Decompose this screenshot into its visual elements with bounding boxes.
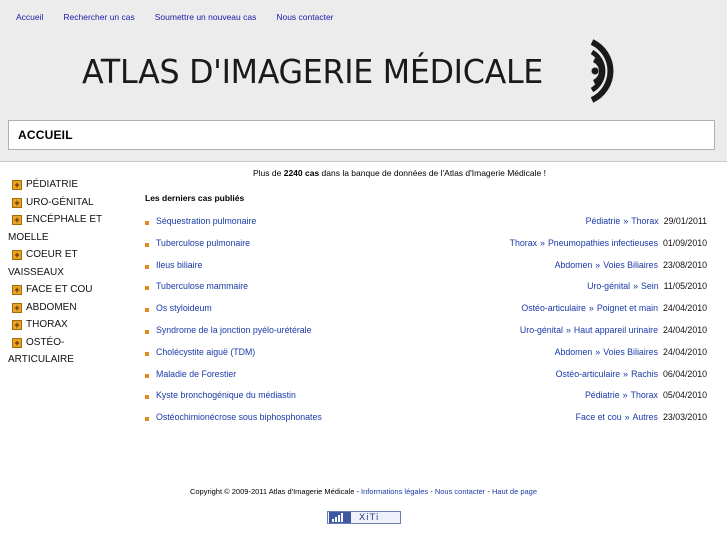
breadcrumb-separator-icon: » [622, 390, 628, 401]
logo-text: ATLAS D'IMAGERIE MÉDICALE [82, 52, 544, 91]
breadcrumb-separator-icon: » [595, 259, 601, 270]
list-item [145, 325, 707, 347]
breadcrumb-separator-icon: » [595, 346, 601, 357]
list-item [145, 347, 707, 369]
category-link[interactable]: Ostéo-articulaire [555, 368, 621, 379]
site-header [0, 0, 727, 162]
subcategory-link[interactable]: Thorax [631, 216, 659, 226]
sidebar-item-pediatrie[interactable]: + PÉDIATRIE [8, 176, 128, 194]
case-title-link[interactable]: Syndrome de la jonction pyélo-urétérale [156, 324, 312, 335]
subcategory-link[interactable]: Autres [632, 412, 658, 423]
case-date: 23/08/2010 [662, 259, 707, 270]
expand-plus-icon[interactable]: + [12, 320, 22, 330]
case-title-link[interactable]: Kyste bronchogénique du médiastin [156, 390, 296, 401]
subcategory-link[interactable]: Rachis [631, 368, 658, 379]
nav-link-home[interactable]: Accueil [16, 12, 44, 22]
sidebar-item-face-cou[interactable]: + FACE ET COU [8, 281, 128, 299]
breadcrumb-separator-icon: » [624, 412, 630, 423]
page-title: ACCUEIL [18, 128, 73, 142]
expand-plus-icon[interactable]: + [12, 198, 22, 208]
case-date: 24/04/2010 [662, 324, 707, 335]
bullet-icon [145, 308, 149, 312]
bullet-icon [145, 286, 149, 290]
category-link[interactable]: Uro-génital [519, 324, 563, 335]
intro-text: Plus de 2240 cas dans la banque de données de l'Atlas d'Imagerie Médicale ! [253, 168, 546, 178]
case-title-link[interactable]: Os styloideum [156, 303, 212, 314]
subcategory-link[interactable]: Poignet et main [596, 303, 658, 314]
bullet-icon [145, 395, 149, 399]
case-title-link[interactable]: Ileus biliaire [156, 259, 203, 270]
expand-plus-icon[interactable]: + [12, 285, 22, 295]
expand-plus-icon[interactable]: + [12, 303, 22, 313]
bullet-icon [145, 221, 149, 225]
case-date: 06/04/2010 [662, 368, 707, 379]
category-link[interactable]: Thorax [509, 237, 538, 248]
expand-plus-icon[interactable]: + [12, 180, 22, 190]
subcategory-link[interactable]: Haut appareil urinaire [573, 324, 658, 335]
case-title-link[interactable]: Séquestration pulmonaire [156, 216, 257, 226]
sidebar-item-uro-genital[interactable]: + URO-GÉNITAL [8, 194, 128, 212]
top-navigation [16, 12, 354, 22]
category-link[interactable]: Abdomen [554, 346, 593, 357]
case-title-link[interactable]: Tuberculose mammaire [156, 281, 249, 292]
sidebar-item-abdomen[interactable]: + ABDOMEN [8, 299, 128, 317]
case-date: 01/09/2010 [662, 237, 707, 248]
list-item [145, 281, 707, 303]
xiti-label: XiTi [359, 512, 380, 523]
category-link[interactable]: Pédiatrie [585, 216, 621, 226]
case-date: 29/01/2011 [663, 216, 707, 226]
sidebar-item-coeur[interactable]: + COEUR ET VAISSEAUX [8, 249, 78, 278]
expand-plus-icon[interactable]: + [12, 338, 22, 348]
list-item [145, 412, 707, 434]
subcategory-link[interactable]: Pneumopathies infectieuses [547, 237, 658, 248]
sidebar-item-thorax[interactable]: + THORAX [8, 316, 128, 334]
breadcrumb-separator-icon: » [588, 303, 594, 314]
case-date: 11/05/2010 [663, 281, 707, 292]
case-date: 24/04/2010 [662, 346, 707, 357]
sidebar-item-osteo[interactable]: + OSTÉO-ARTICULAIRE [8, 336, 74, 365]
copyright-text: Copyright © 2009-2011 Atlas d'Imagerie Médicale - [189, 487, 362, 496]
breadcrumb-separator-icon: » [623, 216, 629, 226]
case-title-link[interactable]: Cholécystite aiguë (TDM) [156, 346, 256, 357]
category-sidebar [8, 176, 128, 369]
footer-link-legal[interactable]: Informations légales [361, 487, 429, 496]
list-item [145, 303, 707, 325]
latest-cases-list [145, 216, 707, 434]
latest-cases-heading: Les derniers cas publiés [145, 193, 245, 203]
expand-plus-icon[interactable]: + [12, 215, 22, 225]
category-link[interactable]: Pédiatrie [584, 390, 620, 401]
breadcrumb-separator-icon: » [623, 368, 629, 379]
site-logo[interactable] [0, 36, 727, 116]
bullet-icon [145, 243, 149, 247]
breadcrumb-separator-icon: » [633, 281, 639, 292]
list-item [145, 238, 707, 260]
category-link[interactable]: Face et cou [575, 412, 622, 423]
subcategory-link[interactable]: Voies Biliaires [603, 259, 658, 270]
case-title-link[interactable]: Ostéochimionécrose sous biphosphonates [156, 412, 322, 423]
nav-link-search[interactable]: Rechercher un cas [63, 12, 135, 22]
radar-logo-icon [582, 38, 648, 104]
case-title-link[interactable]: Maladie de Forestier [156, 368, 237, 379]
bullet-icon [145, 330, 149, 334]
case-date: 24/04/2010 [662, 303, 707, 314]
case-title-link[interactable]: Tuberculose pulmonaire [156, 237, 251, 248]
list-item [145, 390, 707, 412]
category-link[interactable]: Ostéo-articulaire [521, 303, 586, 314]
case-date: 23/03/2010 [662, 412, 707, 423]
nav-link-submit[interactable]: Soumettre un nouveau cas [154, 12, 257, 22]
breadcrumb-separator-icon: » [540, 237, 545, 248]
site-footer: Copyright © 2009-2011 Atlas d'Imagerie Médicale - Informations légales - Nous contacter - Haut de page [189, 487, 538, 496]
list-item [145, 260, 707, 282]
page-title-bar [8, 120, 715, 150]
breadcrumb-separator-icon: » [565, 324, 571, 335]
case-date: 05/04/2010 [662, 390, 707, 401]
footer-link-contact[interactable]: Nous contacter [434, 487, 486, 496]
expand-plus-icon[interactable]: + [12, 250, 22, 260]
footer-link-top[interactable]: Haut de page [491, 487, 538, 496]
list-item [145, 216, 707, 238]
sidebar-item-encephale[interactable]: + ENCÉPHALE ET MOELLE [8, 214, 102, 243]
bullet-icon [145, 352, 149, 356]
subcategory-link[interactable]: Sein [641, 281, 659, 292]
subcategory-link[interactable]: Thorax [630, 390, 658, 401]
category-link[interactable]: Abdomen [554, 259, 593, 270]
subcategory-link[interactable]: Voies Biliaires [603, 346, 658, 357]
bar-chart-icon [329, 512, 351, 523]
bullet-icon [145, 265, 149, 269]
xiti-badge[interactable] [327, 511, 401, 524]
category-link[interactable]: Uro-génital [587, 281, 631, 292]
bullet-icon [145, 374, 149, 378]
case-count: 2240 cas [283, 168, 320, 178]
nav-link-contact[interactable]: Nous contacter [276, 12, 334, 22]
list-item [145, 369, 707, 391]
bullet-icon [145, 417, 149, 421]
